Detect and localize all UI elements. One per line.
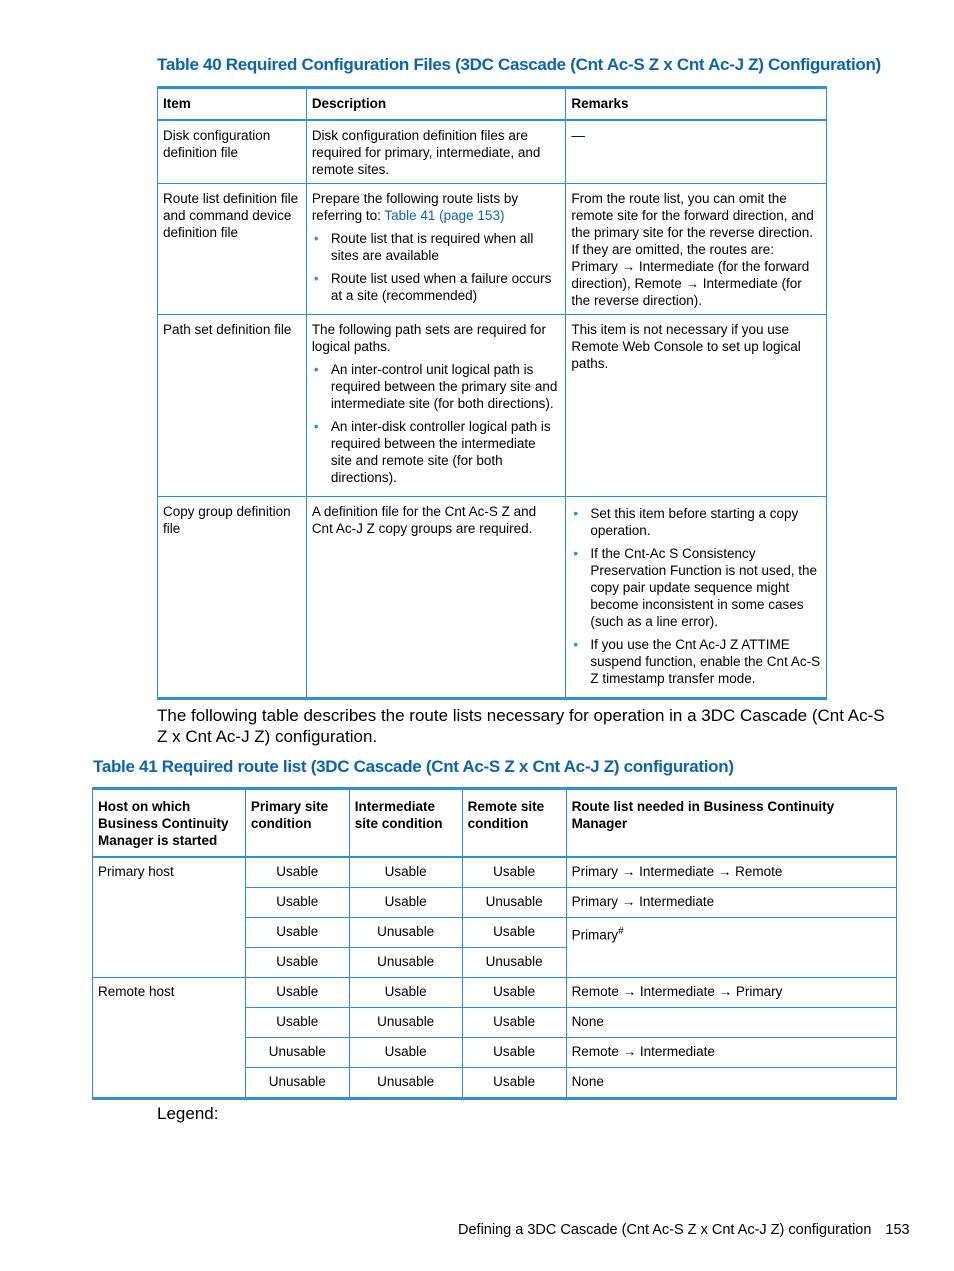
host-cell: Primary host — [93, 857, 246, 978]
table-cell: Usable — [462, 1038, 566, 1068]
description-text: Prepare the following route lists by referring to: — [311, 190, 519, 223]
description-text: The following path sets are required for logical paths. — [311, 321, 546, 354]
column-header: Item — [158, 88, 307, 121]
table-cell: Usable — [462, 1008, 566, 1038]
route-cell: Primary → Intermediate → Remote — [566, 857, 896, 888]
table-cell — [306, 314, 566, 496]
list-item: • If you use the Cnt Ac-J Z ATTIME suspend function, enable the Cnt Ac-S Z timestamp transfer mode. — [590, 636, 821, 687]
table-40 — [157, 86, 827, 700]
page-footer — [458, 1222, 910, 1238]
table-cell: — — [566, 120, 827, 183]
table-cell: A definition file for the Cnt Ac-S Z and Cnt Ac-J Z copy groups are required. — [306, 496, 566, 698]
route-cell: Remote → Intermediate → Primary — [566, 978, 896, 1008]
table-cell: Usable — [245, 1008, 349, 1038]
table-header-row — [158, 88, 827, 121]
table-cell: Unusable — [462, 948, 566, 978]
table-cell: Unusable — [245, 1068, 349, 1099]
table-row — [158, 120, 827, 183]
column-header: Remarks — [566, 88, 827, 121]
list-item: • If the Cnt-Ac S Consistency Preservation Function is not used, the copy pair update sequence might become inconsistent in some cases (such as a line error). — [590, 545, 821, 630]
column-header: Intermediate site condition — [349, 789, 462, 858]
table-row — [158, 314, 827, 496]
table-cell: Unusable — [349, 1068, 462, 1099]
table-41-caption: Table 41 Required route list (3DC Cascade (Cnt Ac-S Z x Cnt Ac-J Z) configuration) — [93, 757, 734, 776]
bullet-list — [571, 505, 821, 687]
route-cell: Primary → Intermediate — [566, 888, 896, 918]
list-item: • An inter-disk controller logical path is required between the intermediate site and remote site (for both directions). — [331, 418, 561, 486]
bullet-list — [312, 230, 561, 304]
table-cell: Copy group definition file — [158, 496, 307, 698]
table-cell: Usable — [462, 857, 566, 888]
table-cell: Usable — [349, 978, 462, 1008]
table-cell: Unusable — [349, 918, 462, 948]
table-cell: Usable — [462, 1068, 566, 1099]
table-cell — [306, 183, 566, 314]
host-cell: Remote host — [93, 978, 246, 1099]
table-cell: Usable — [349, 1038, 462, 1068]
table-41-link[interactable]: Table 41 (page 153) — [384, 207, 505, 223]
table-41 — [92, 787, 897, 1100]
list-item: • Route list that is required when all sites are available — [331, 230, 561, 264]
table-cell: From the route list, you can omit the remote site for the forward direction, and the primary site for the reverse direction. If they are omitted, the routes are: Primary → Intermediate (for the forward direction), Remote → Intermediate (for the reverse direction). — [566, 183, 827, 314]
table-cell: Unusable — [462, 888, 566, 918]
list-item: • Set this item before starting a copy operation. — [590, 505, 821, 539]
table-cell: Usable — [349, 857, 462, 888]
table-row — [158, 183, 827, 314]
table-cell: Unusable — [349, 1008, 462, 1038]
table-cell: Unusable — [245, 1038, 349, 1068]
table-header-row — [93, 789, 897, 858]
route-cell: None — [566, 1008, 896, 1038]
table-cell: Usable — [349, 888, 462, 918]
table-row — [93, 978, 897, 1008]
table-cell: Usable — [245, 948, 349, 978]
list-item: • An inter-control unit logical path is required between the primary site and intermediate site (for both directions). — [331, 361, 561, 412]
column-header: Route list needed in Business Continuity Manager — [566, 789, 896, 858]
intro-paragraph: The following table describes the route lists necessary for operation in a 3DC Cascade (Cnt Ac-S Z x Cnt Ac-J Z) configuration. — [157, 706, 885, 746]
column-header: Description — [306, 88, 566, 121]
bullet-list — [312, 361, 561, 486]
list-item: • Route list used when a failure occurs at a site (recommended) — [331, 270, 561, 304]
table-row — [158, 496, 827, 698]
table-cell: Usable — [462, 978, 566, 1008]
legend-label: Legend: — [157, 1104, 219, 1123]
table-40-caption: Table 40 Required Configuration Files (3DC Cascade (Cnt Ac-S Z x Cnt Ac-J Z) Configuration) — [157, 55, 881, 74]
route-cell: Remote → Intermediate — [566, 1038, 896, 1068]
footnote-mark: # — [618, 926, 624, 937]
table-cell: Route list definition file and command device definition file — [158, 183, 307, 314]
column-header: Host on which Business Continuity Manager is started — [93, 789, 246, 858]
footer-title: Defining a 3DC Cascade (Cnt Ac-S Z x Cnt Ac-J Z) configuration — [458, 1222, 872, 1238]
table-cell: Disk configuration definition files are required for primary, intermediate, and remote sites. — [306, 120, 566, 183]
table-row — [93, 857, 897, 888]
column-header: Primary site condition — [245, 789, 349, 858]
table-cell: Path set definition file — [158, 314, 307, 496]
table-cell: This item is not necessary if you use Remote Web Console to set up logical paths. — [566, 314, 827, 496]
route-text: Primary — [571, 927, 619, 943]
column-header: Remote site condition — [462, 789, 566, 858]
table-cell: Unusable — [349, 948, 462, 978]
table-cell: Usable — [245, 857, 349, 888]
route-cell — [566, 918, 896, 978]
table-cell: Usable — [245, 918, 349, 948]
table-cell: Usable — [462, 918, 566, 948]
page-number: 153 — [885, 1222, 910, 1238]
table-cell — [566, 496, 827, 698]
table-cell: Disk configuration definition file — [158, 120, 307, 183]
route-cell: None — [566, 1068, 896, 1099]
table-cell: Usable — [245, 978, 349, 1008]
table-cell: Usable — [245, 888, 349, 918]
